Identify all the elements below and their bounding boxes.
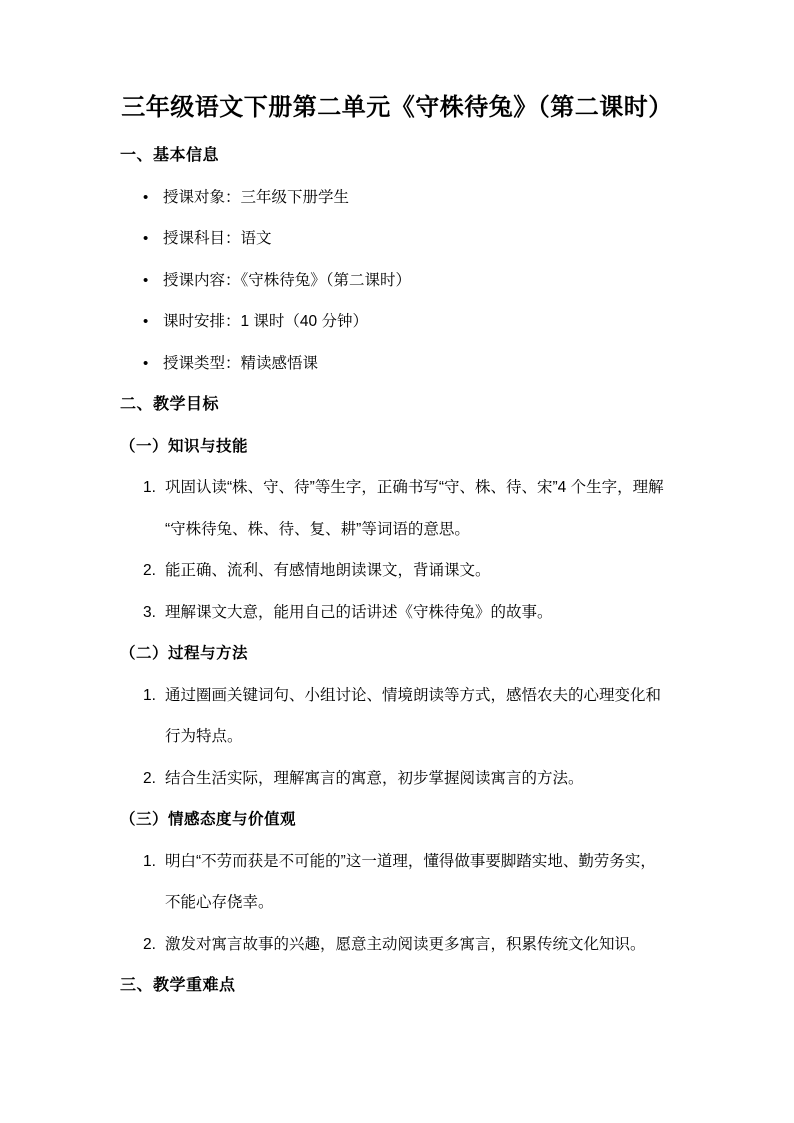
numbered-list-item xyxy=(120,550,674,592)
subsection-heading-knowledge-skills: （一）知识与技能 xyxy=(120,437,249,455)
bullet-list-item xyxy=(120,177,674,219)
bullet-icon: • xyxy=(143,188,149,206)
list-item-number: 3. xyxy=(143,603,156,621)
list-item-number: 1. xyxy=(143,479,156,496)
bullet-item-text: 授课类型：精读感悟课 xyxy=(163,354,319,372)
bullet-item-text: 授课对象：三年级下册学生 xyxy=(163,188,350,206)
numbered-list-item xyxy=(120,675,674,717)
numbered-list-item xyxy=(120,592,674,634)
bullet-icon: • xyxy=(143,313,149,330)
list-item-number: 2. xyxy=(143,769,156,787)
section-heading-key-points: 三、教学重难点 xyxy=(120,977,236,994)
bullet-list-item xyxy=(120,301,674,343)
list-item-text: 结合生活实际，理解寓言的寓意，初步掌握阅读寓言的方法。 xyxy=(165,769,584,787)
bullet-icon: • xyxy=(143,354,149,372)
bullet-icon: • xyxy=(143,271,149,289)
bullet-item-text: 授课科目：语文 xyxy=(163,230,272,247)
list-item-text: 理解课文大意，能用自己的话讲述《守株待兔》的故事。 xyxy=(165,603,553,621)
bullet-list-item xyxy=(120,343,674,385)
list-item-text: 通过圈画关键词句、小组讨论、情境朗读等方式，感悟农夫的心理变化和 xyxy=(165,686,662,704)
subsection-heading-process-methods: （二）过程与方法 xyxy=(120,645,249,662)
list-item-continuation: “守株待兔、株、待、复、耕”等词语的意思。 xyxy=(165,520,470,538)
section-heading-teaching-goals: 二、教学目标 xyxy=(120,396,220,413)
list-item-number: 2. xyxy=(143,562,156,579)
numbered-list-item xyxy=(120,924,674,966)
bullet-item-text: 授课内容：《守株待兔》（第二课时） xyxy=(163,271,412,289)
list-item-number: 1. xyxy=(143,852,156,870)
list-item-text: 能正确、流利、有感情地朗读课文，背诵课文。 xyxy=(165,562,491,579)
bullet-list-item xyxy=(120,218,674,260)
subsection-heading-attitude-values: （三）情感态度与价值观 xyxy=(120,811,297,828)
numbered-list-item xyxy=(120,467,674,509)
list-item-continuation: 行为特点。 xyxy=(165,728,243,745)
numbered-list-item xyxy=(120,841,674,883)
list-item-continuation: 不能心存侥幸。 xyxy=(165,894,274,911)
list-item-number: 1. xyxy=(143,686,156,704)
bullet-icon: • xyxy=(143,230,149,247)
bullet-item-text: 课时安排：1 课时（40 分钟） xyxy=(163,313,368,330)
section-heading-basic-info: 一、基本信息 xyxy=(120,147,220,164)
bullet-list-item xyxy=(120,260,674,302)
list-item-text: 激发对寓言故事的兴趣，愿意主动阅读更多寓言，积累传统文化知识。 xyxy=(165,935,646,953)
list-item-text: 巩固认读“株、守、待”等生字，正确书写“守、株、待、宋”4 个生字，理解 xyxy=(165,479,664,496)
numbered-list-item xyxy=(120,758,674,800)
document-title: 三年级语文下册第二单元《守株待兔》（第二课时） xyxy=(121,94,673,121)
list-item-text: 明白“不劳而获是不可能的”这一道理，懂得做事要脚踏实地、勤劳务实， xyxy=(165,852,656,870)
list-item-number: 2. xyxy=(143,935,156,953)
